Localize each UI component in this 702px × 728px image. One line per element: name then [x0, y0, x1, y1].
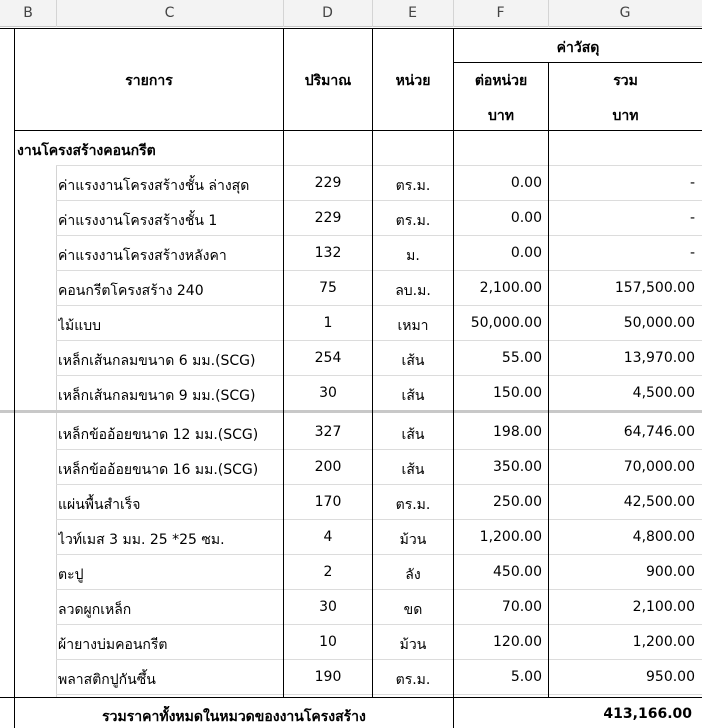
quantity-cell[interactable]: 254: [314, 350, 342, 366]
total-cell[interactable]: 70,000.00: [623, 459, 695, 475]
total-cell[interactable]: -: [689, 245, 695, 261]
column-header-label: C: [164, 5, 175, 21]
unit-price-cell[interactable]: 150.00: [493, 385, 542, 401]
item-cell[interactable]: ไวท์เมส 3 มม. 25 *25 ซม.: [58, 532, 225, 548]
unit-cell[interactable]: ตร.ม.: [395, 497, 431, 513]
column-header-label: F: [496, 5, 505, 21]
item-cell[interactable]: คอนกรีตโครงสร้าง 240: [58, 283, 204, 299]
unit-price-cell[interactable]: 120.00: [493, 634, 542, 650]
unit-cell[interactable]: เส้น: [401, 353, 425, 369]
unit-cell[interactable]: ม้วน: [399, 637, 427, 653]
unit-price-cell[interactable]: 450.00: [493, 564, 542, 580]
quantity-cell[interactable]: 327: [314, 424, 342, 440]
column-header-c[interactable]: [56, 0, 283, 27]
column-header-d[interactable]: [283, 0, 372, 27]
column-header-label: B: [23, 5, 33, 21]
unit-price-cell[interactable]: 70.00: [501, 599, 542, 615]
quantity-cell[interactable]: 229: [314, 210, 342, 226]
header-per-unit: ต่อหน่วย: [474, 73, 528, 89]
total-cell[interactable]: 13,970.00: [623, 350, 695, 366]
unit-price-cell[interactable]: 55.00: [501, 350, 542, 366]
column-header-e[interactable]: [372, 0, 453, 27]
column-header-f[interactable]: [453, 0, 548, 27]
column-header-g[interactable]: [548, 0, 702, 27]
unit-cell[interactable]: ม.: [406, 248, 420, 264]
column-header-b[interactable]: [0, 0, 56, 27]
item-cell[interactable]: เหล็กข้ออ้อยขนาด 12 มม.(SCG): [58, 427, 259, 443]
unit-cell[interactable]: เส้น: [401, 427, 425, 443]
unit-cell[interactable]: ขด: [403, 602, 423, 618]
quantity-cell[interactable]: 170: [314, 494, 342, 510]
item-cell[interactable]: เหล็กเส้นกลมขนาด 6 มม.(SCG): [58, 353, 256, 369]
item-cell[interactable]: พลาสติกปูกันซึ้น: [58, 672, 156, 688]
total-cell[interactable]: 4,800.00: [632, 529, 695, 545]
total-cell[interactable]: 950.00: [646, 669, 695, 685]
section-title: งานโครงสร้างคอนกรีต: [17, 143, 156, 159]
unit-cell[interactable]: ตร.ม.: [395, 213, 431, 229]
item-cell[interactable]: ค่าแรงงานโครงสร้างชั้น 1: [58, 213, 218, 229]
total-cell[interactable]: 2,100.00: [632, 599, 695, 615]
header-quantity: ปริมาณ: [304, 73, 352, 89]
column-header-label: E: [408, 5, 417, 21]
unit-cell[interactable]: ลบ.ม.: [395, 283, 431, 299]
unit-price-cell[interactable]: 2,100.00: [479, 280, 542, 296]
item-cell[interactable]: ลวดผูกเหล็ก: [58, 602, 132, 618]
unit-price-cell[interactable]: 0.00: [510, 175, 542, 191]
quantity-cell[interactable]: 229: [314, 175, 342, 191]
footer-label: รวมราคาทั้งหมดในหมวดของงานโครงสร้าง: [102, 709, 366, 725]
footer-total: 413,166.00: [603, 706, 692, 722]
quantity-cell[interactable]: 132: [314, 245, 342, 261]
unit-price-cell[interactable]: 250.00: [493, 494, 542, 510]
total-cell[interactable]: 157,500.00: [614, 280, 695, 296]
total-cell[interactable]: 4,500.00: [632, 385, 695, 401]
total-cell[interactable]: 50,000.00: [623, 315, 695, 331]
unit-price-cell[interactable]: 5.00: [510, 669, 542, 685]
quantity-cell[interactable]: 30: [319, 599, 337, 615]
unit-price-cell[interactable]: 1,200.00: [479, 529, 542, 545]
unit-price-cell[interactable]: 198.00: [493, 424, 542, 440]
header-material-cost: ค่าวัสดุ: [556, 40, 600, 56]
total-cell[interactable]: -: [689, 175, 695, 191]
unit-cell[interactable]: ตร.ม.: [395, 178, 431, 194]
quantity-cell[interactable]: 200: [314, 459, 342, 475]
item-cell[interactable]: เหล็กเส้นกลมขนาด 9 มม.(SCG): [58, 388, 256, 404]
quantity-cell[interactable]: 1: [323, 315, 333, 331]
header-total: รวม: [613, 73, 638, 89]
unit-price-cell[interactable]: 0.00: [510, 210, 542, 226]
item-cell[interactable]: ตะปู: [58, 567, 84, 583]
unit-cell[interactable]: เส้น: [401, 388, 425, 404]
unit-cell[interactable]: เหมา: [397, 318, 429, 334]
header-baht-per-unit: บาท: [488, 108, 514, 124]
quantity-cell[interactable]: 2: [323, 564, 333, 580]
header-baht-total: บาท: [612, 108, 639, 124]
unit-price-cell[interactable]: 50,000.00: [470, 315, 542, 331]
quantity-cell[interactable]: 4: [323, 529, 333, 545]
quantity-cell[interactable]: 75: [319, 280, 337, 296]
header-unit: หน่วย: [395, 73, 431, 89]
unit-cell[interactable]: เส้น: [401, 462, 425, 478]
quantity-cell[interactable]: 190: [314, 669, 342, 685]
total-cell[interactable]: -: [689, 210, 695, 226]
item-cell[interactable]: ผ้ายางบ่มคอนกรีต: [58, 637, 168, 653]
header-item: รายการ: [125, 73, 173, 89]
quantity-cell[interactable]: 10: [319, 634, 337, 650]
column-header-label: G: [619, 5, 631, 21]
unit-price-cell[interactable]: 350.00: [493, 459, 542, 475]
quantity-cell[interactable]: 30: [319, 385, 337, 401]
total-cell[interactable]: 900.00: [646, 564, 695, 580]
total-cell[interactable]: 42,500.00: [623, 494, 695, 510]
item-cell[interactable]: ค่าแรงงานโครงสร้างหลังคา: [58, 248, 227, 264]
item-cell[interactable]: ค่าแรงงานโครงสร้างชั้น ล่างสุด: [58, 178, 250, 194]
unit-cell[interactable]: ม้วน: [399, 532, 427, 548]
unit-cell[interactable]: ตร.ม.: [395, 672, 431, 688]
item-cell[interactable]: ไม้แบบ: [58, 318, 102, 334]
unit-price-cell[interactable]: 0.00: [510, 245, 542, 261]
column-header-label: D: [322, 5, 333, 21]
item-cell[interactable]: เหล็กข้ออ้อยขนาด 16 มม.(SCG): [58, 462, 259, 478]
total-cell[interactable]: 1,200.00: [632, 634, 695, 650]
unit-cell[interactable]: ลัง: [405, 567, 421, 583]
total-cell[interactable]: 64,746.00: [623, 424, 695, 440]
item-cell[interactable]: แผ่นพื้นสำเร็จ: [58, 497, 141, 513]
